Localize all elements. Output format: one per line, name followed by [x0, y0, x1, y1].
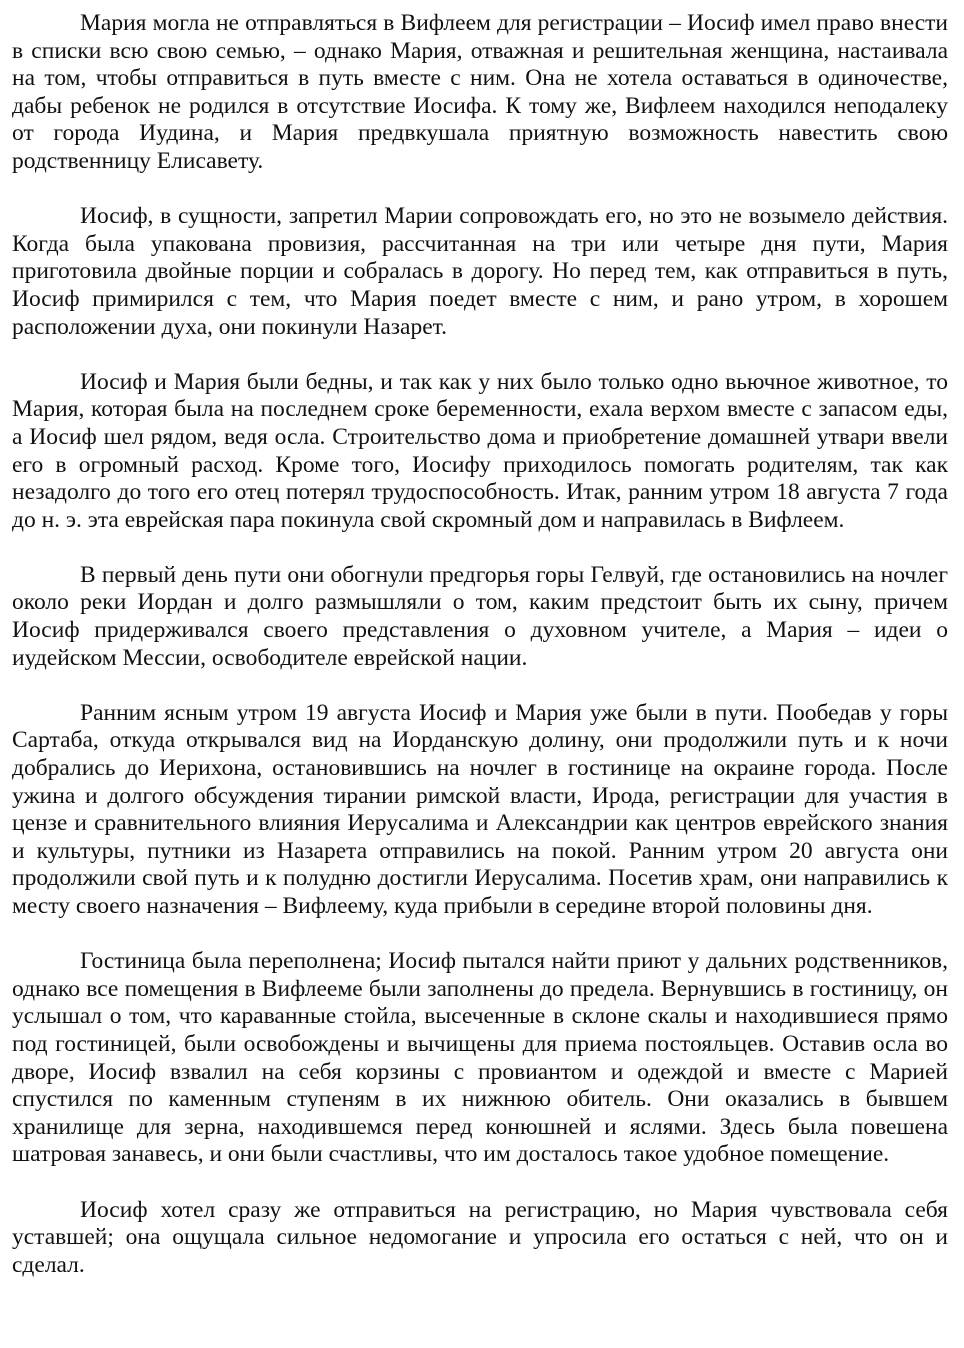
paragraph-2: Иосиф, в сущности, запретил Марии сопровождать его, но это не возымело действия. Когда была упакована провизия, рассчитанная на три или четыре дня пути, Мария приготовила двойные порции и собралась в дорогу. Но перед тем, как отправиться в путь, Иосиф примирился с тем, что Мария поедет вместе с ним, и рано утром, в хорошем расположении духа, они покинули Назарет.: [12, 203, 948, 340]
paragraph-5: Ранним ясным утром 19 августа Иосиф и Мария уже были в пути. Пообедав у горы Сартаба, откуда открывался вид на Иорданскую долину, они продолжили путь и к ночи добрались до Иерихона, остановившись на ночлег в гостинице на окраине города. После ужина и долгого обсуждения тирании римской власти, Ирода, регистрации для участия в цензе и сравнительного влияния Иерусалима и Александрии как центров еврейского знания и культуры, путники из Назарета отправились на покой. Ранним утром 20 августа они продолжили свой путь и к полудню достигли Иерусалима. Посетив храм, они направились к месту своего назначения – Вифлеему, куда прибыли в середине второй половины дня.: [12, 699, 948, 919]
paragraph-7: Иосиф хотел сразу же отправиться на регистрацию, но Мария чувствовала себя уставшей; она ощущала сильное недомогание и упросила его остаться с ней, что он и сделал.: [12, 1196, 948, 1278]
paragraph-6: Гостиница была переполнена; Иосиф пытался найти приют у дальних родственников, однако все помещения в Вифлееме были заполнены до предела. Вернувшись в гостиницу, он услышал о том, что караванные стойла, высеченные в склоне скалы и находившиеся прямо под гостиницей, были освобождены и вычищены для приема постояльцев. Оставив осла во дворе, Иосиф взвалил на себя корзины с провиантом и одеждой и вместе с Марией спустился по каменным ступеням в их нижнюю обитель. Они оказались в бывшем хранилище для зерна, находившемся перед конюшней и яслями. Здесь была повешена шатровая занавесь, и они были счастливы, что им досталось такое удобное помещение.: [12, 948, 948, 1168]
paragraph-1: Мария могла не отправляться в Вифлеем для регистрации – Иосиф имел право внести в списки всю свою семью, – однако Мария, отважная и решительная женщина, настаивала на том, чтобы отправиться в путь вместе с ним. Она не хотела оставаться в одиночестве, дабы ребенок не родился в отсутствие Иосифа. К тому же, Вифлеем находился неподалеку от города Иудина, и Мария предвкушала приятную возможность навестить свою родственницу Елисавету.: [12, 10, 948, 174]
paragraph-3: Иосиф и Мария были бедны, и так как у них было только одно вьючное животное, то Мария, которая была на последнем сроке беременности, ехала верхом вместе с запасом еды, а Иосиф шел рядом, ведя осла. Строительство дома и приобретение домашней утвари ввели его в огромный расход. Кроме того, Иосифу приходилось помогать родителям, так как незадолго до того его отец потерял трудоспособность. Итак, ранним утром 18 августа 7 года до н. э. эта еврейская пара покинула свой скромный дом и направилась в Вифлеем.: [12, 368, 948, 533]
paragraph-4: В первый день пути они обогнули предгорья горы Гелвуй, где остановились на ночлег около реки Иордан и долго размышляли о том, каким предстоит быть их сыну, причем Иосиф придерживался своего представления о духовном учителе, а Мария – идеи о иудейском Мессии, освободителе еврейской нации.: [12, 561, 948, 671]
document-page: [12, 0, 948, 1279]
